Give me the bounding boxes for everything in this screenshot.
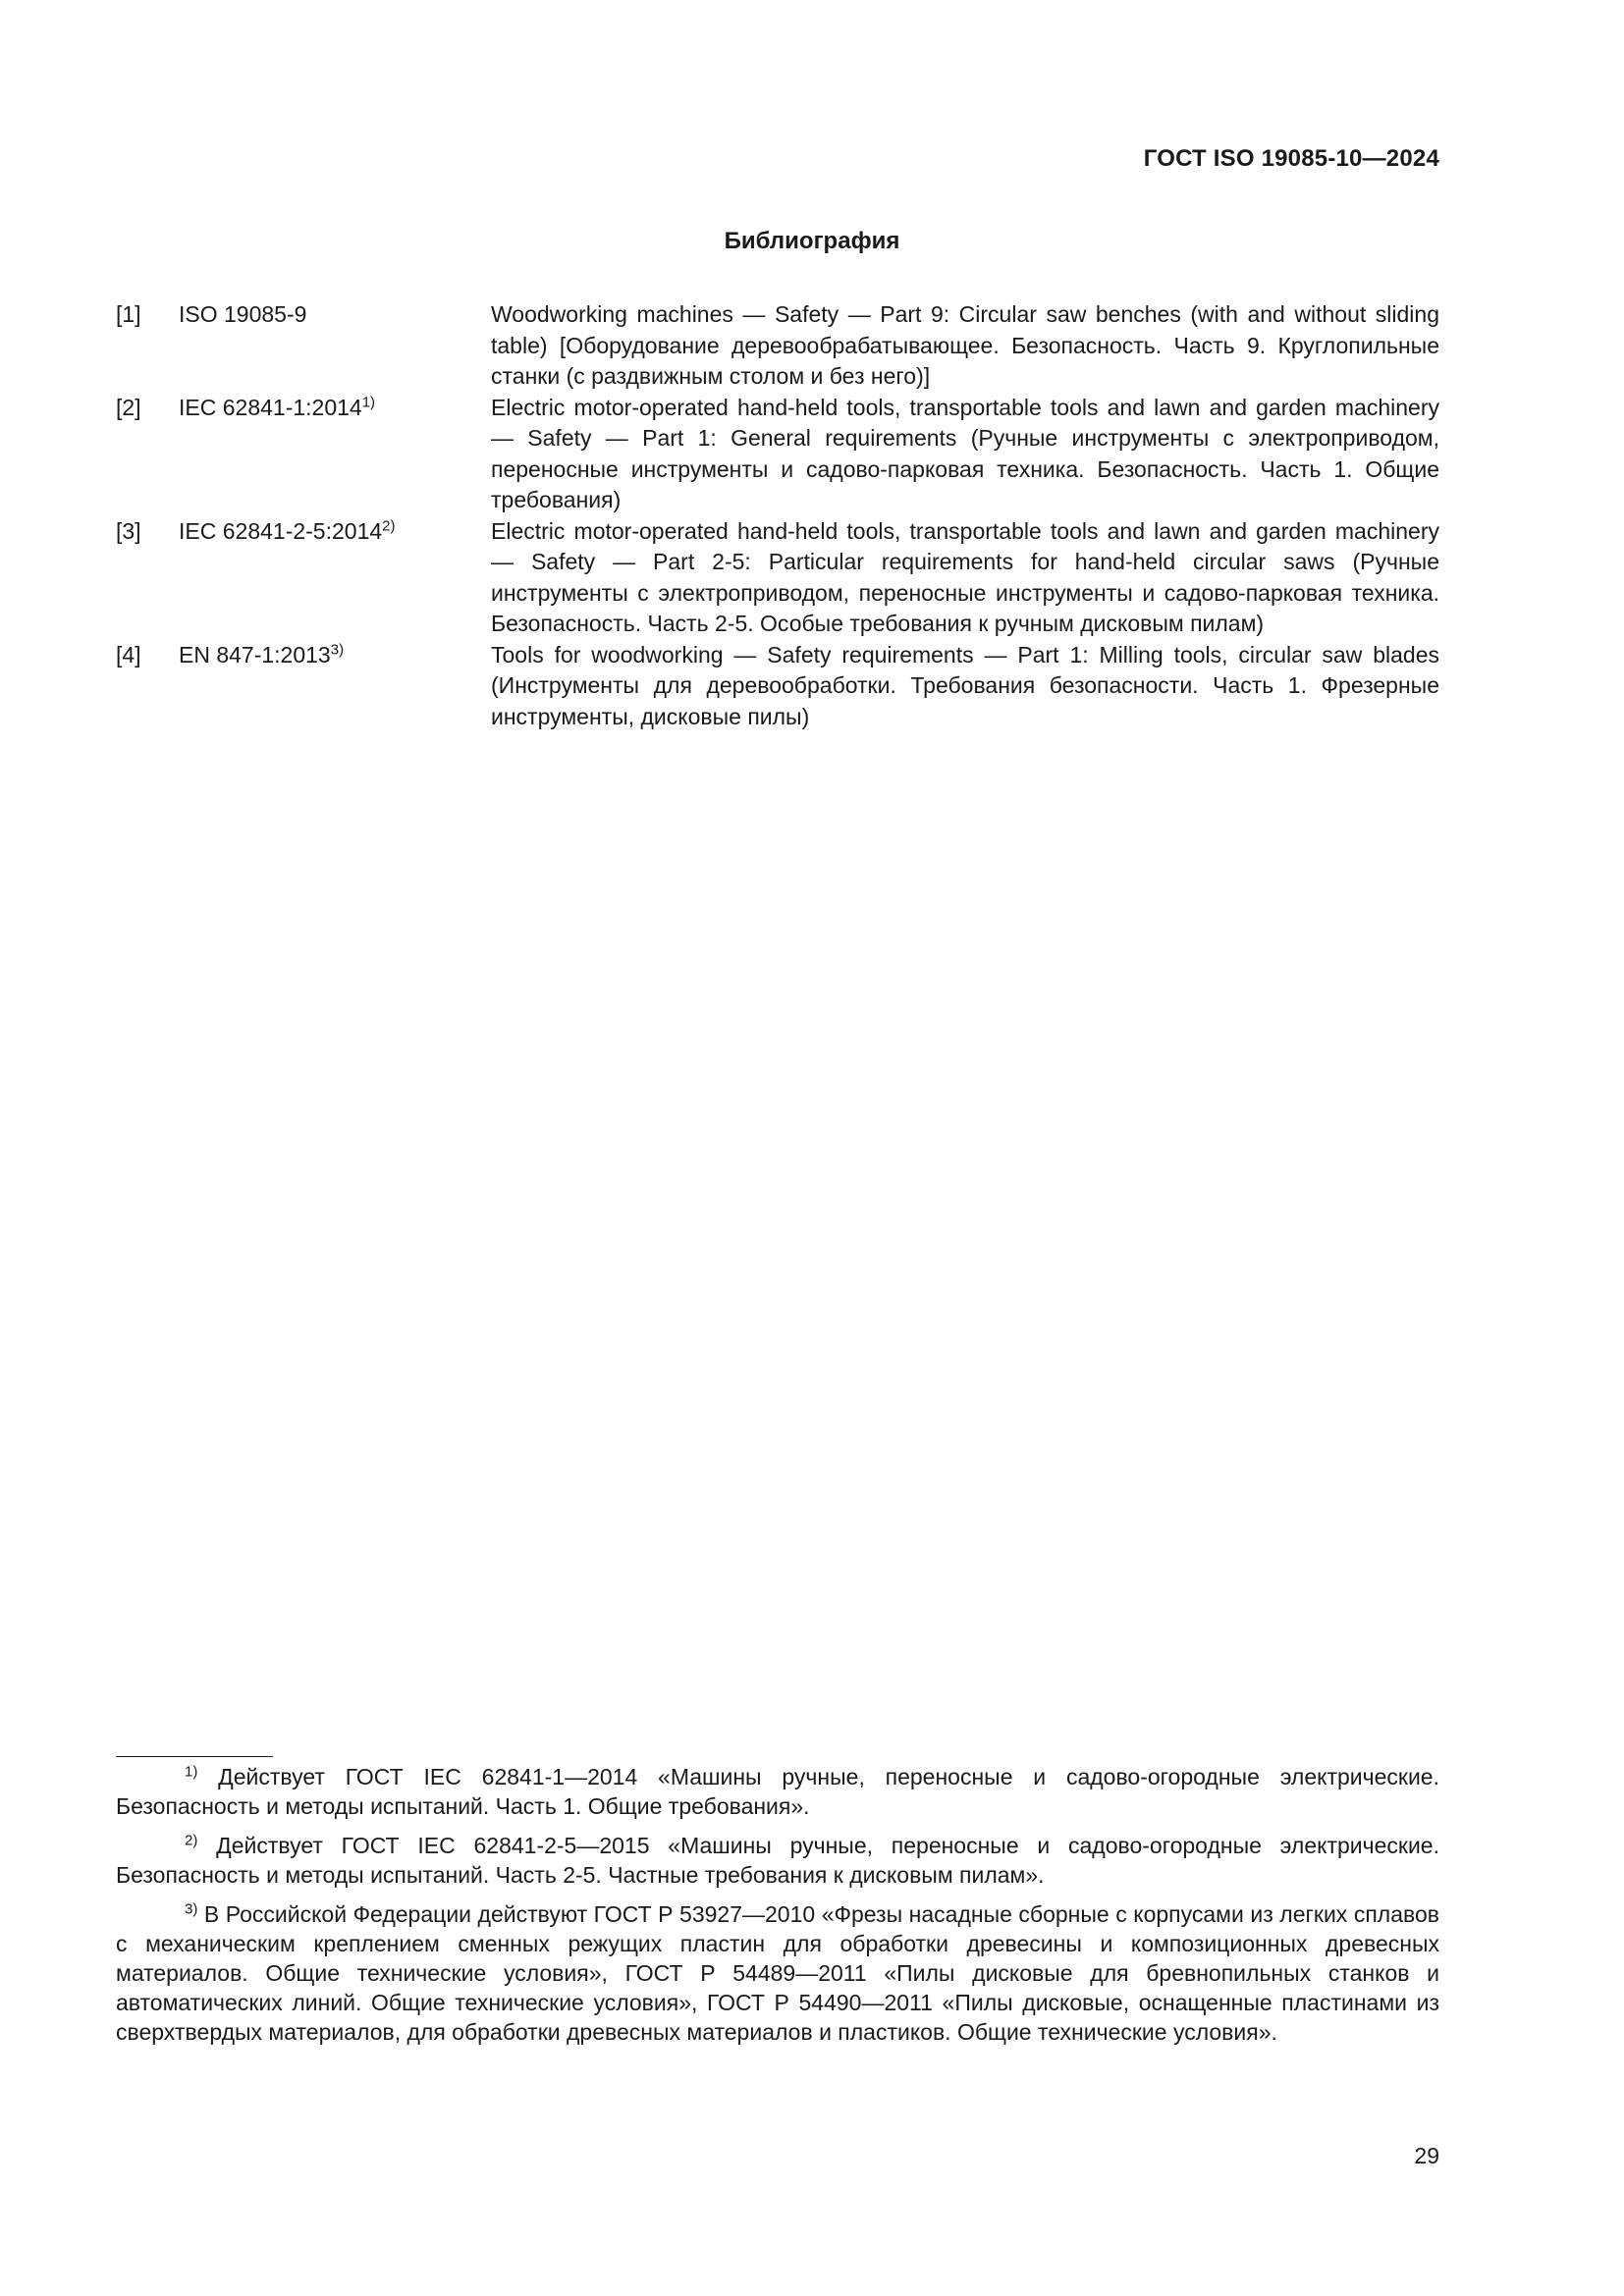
section-title: Библиография [724,228,900,254]
page-number: 29 [1414,2143,1439,2168]
footnote-text: В Российской Федерации действуют ГОСТ Р 53927—2010 «Фрезы насадные сборные с корпусами из легких сплавов с механическим креплением сменных режущих пластин для обработки древесины и композиционных древесных материалов. Общие технические условия», ГОСТ Р 54489—2011 «Пилы дисковые для бревнопильных станков и автоматических линий. Общие технические условия», ГОСТ Р 54490—2011 «Пилы дисковые, оснащенные пластинами из сверхтвердых материалов, для обработки древесных материалов и пластиков. Общие технические условия». [116,1901,1439,2045]
entry-title: Woodworking machines — Safety — Part 9: Circular saw benches (with and without sliding table) [Оборудование деревообрабатывающее. Безопасность. Часть 9. Круглопильные станки (с раздвижным столом и без него)] [491,301,1439,389]
footnote [116,1899,1439,2047]
footnotes [116,1762,1439,2056]
footnote-reference: 2) [382,516,396,534]
footnote-separator [116,1756,273,1757]
bibliography-entry [116,640,1439,733]
entry-number: [4] [116,641,141,667]
footnote-mark: 3) [185,1900,198,1918]
entry-standard-code [179,640,491,671]
entry-title: Tools for woodworking — Safety requirements — Part 1: Milling tools, circular saw blades (Инструменты для деревообработки. Требования безопасности. Часть 1. Фрезерные инструменты, дисковые пилы) [491,641,1439,729]
bibliography-entry [116,299,1439,393]
entry-code-text: EN 847-1:2013 [179,641,331,667]
entry-title: Electric motor-operated hand-held tools, transportable tools and lawn and garden machinery — Safety — Part 1: General requirements (Ручные инструменты с электроприводом, переносные инструменты и садово-парковая техника. Безопасность. Часть 1. Общие требования) [491,394,1439,512]
entry-code-text: IEC 62841-2-5:2014 [179,517,383,544]
entry-number: [3] [116,517,141,544]
entry-standard-code [179,299,491,331]
document-code: ГОСТ ISO 19085-10—2024 [1143,145,1439,172]
footnote-reference: 3) [330,640,345,658]
footnote-text: Действует ГОСТ IEC 62841-1—2014 «Машины ручные, переносные и садово-огородные электрические. Безопасность и методы испытаний. Часть 1. Общие требования». [116,1764,1439,1819]
entry-title: Electric motor-operated hand-held tools, transportable tools and lawn and garden machinery — Safety — Part 2-5: Particular requirements for hand-held circular saws (Ручные инструменты с электроприводом, переносные инструменты и садово-парковая техника. Безопасность. Часть 2-5. Особые требования к ручным дисковым пилам) [491,517,1439,636]
entry-code-text: IEC 62841-1:2014 [179,394,362,420]
footnote-mark: 2) [185,1832,198,1849]
footnote-reference: 1) [361,393,376,410]
entry-standard-code [179,516,491,548]
bibliography-entry [116,516,1439,640]
entry-standard-code [179,393,491,424]
footnote-mark: 1) [185,1763,198,1781]
footnote-text: Действует ГОСТ IEC 62841-2-5—2015 «Машины ручные, переносные и садово-огородные электрические. Безопасность и методы испытаний. Часть 2-5. Частные требования к дисковым пилам». [116,1833,1439,1888]
footnote [116,1762,1439,1821]
bibliography-entry [116,393,1439,516]
footnote [116,1831,1439,1890]
bibliography-list [116,299,1439,732]
entry-number: [2] [116,394,141,420]
entry-code-text: ISO 19085-9 [179,301,307,327]
entry-number: [1] [116,301,141,327]
